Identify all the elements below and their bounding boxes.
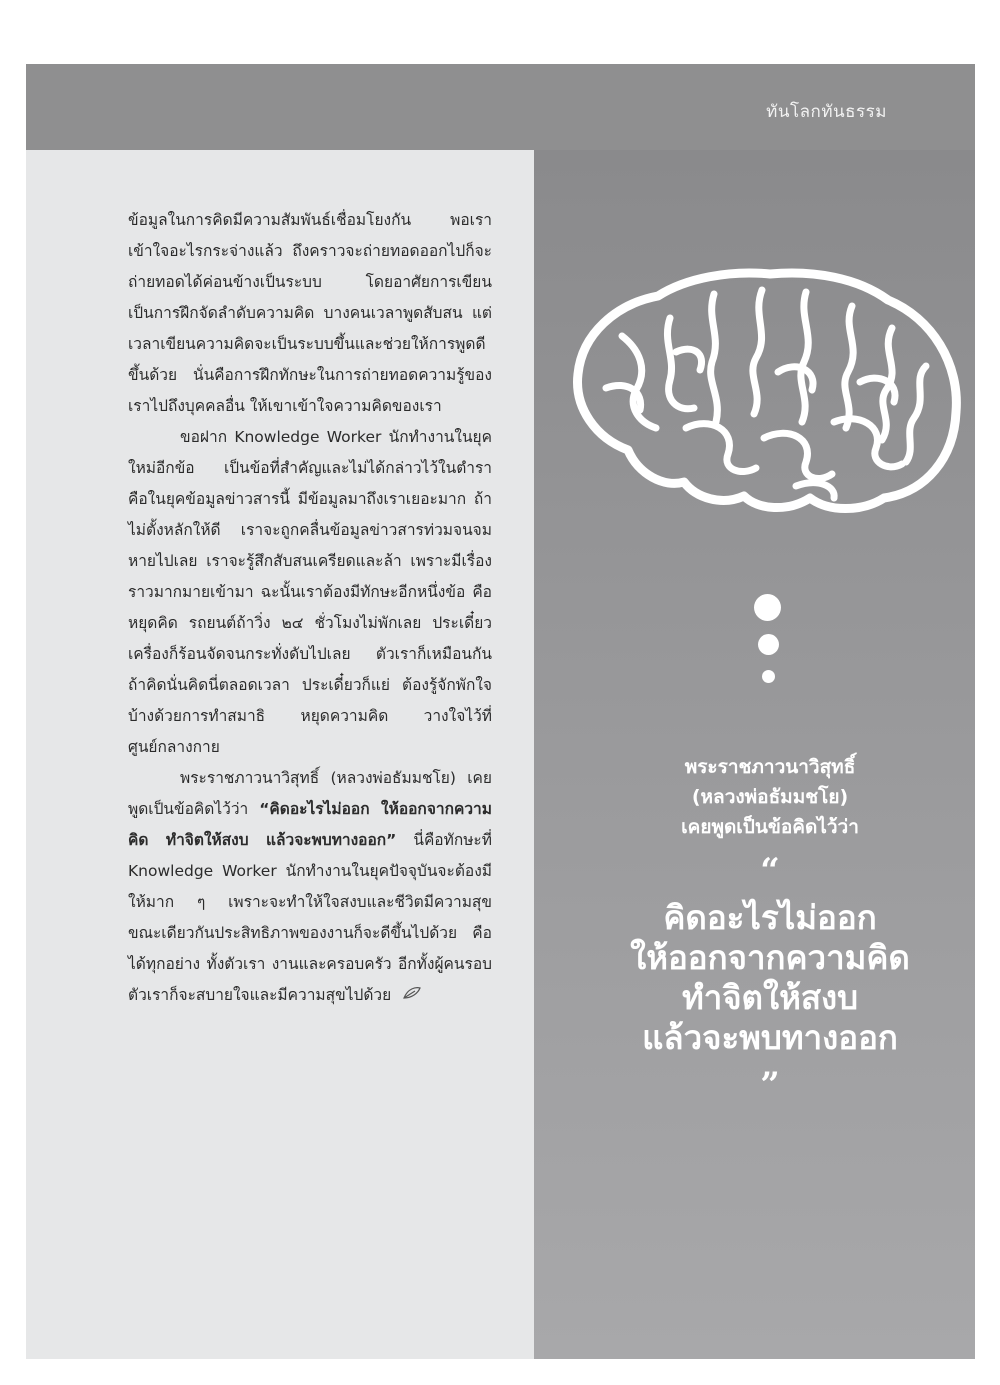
open-quote-mark: “ [760,851,780,891]
page-header [26,64,975,150]
brain-icon [566,262,966,522]
quote-intro: พระราชภาวนาวิสุทธิ์ (หลวงพ่อธัมมชโย) เคยพูดเป็นข้อคิดไว้ว่า [128,769,492,818]
pull-quote [580,752,960,1105]
thought-bubble-dot-medium [758,634,779,655]
thought-bubble-dot-large [754,594,781,621]
attribution-line: เคยพูดเป็นข้อคิดไว้ว่า [681,816,859,838]
header-title: ทันโลกทันธรรม [766,102,887,122]
inline-quote: “คิดอะไรไม่ออก ให้ออกจากความคิด ทำจิตให้สงบ แล้วจะพบทางออก” [128,800,492,849]
article-paragraph: ขอฝาก Knowledge Worker นักทำงานในยุคใหม่อีกข้อ เป็นข้อที่สำคัญและไม่ได้กล่าวไว้ในตำรา คือในยุคข้อมูลข่าวสารนี้ มีข้อมูลมาถึงเราเยอะมาก ถ้าไม่ตั้งหลักให้ดี เราจะถูกคลื่นข้อมูลข่าวสารท่วมจนจมหายไปเลย เราจะรู้สึกสับสนเครียดและล้า เพราะมีเรื่องราวมากมายเข้ามา ฉะนั้นเราต้องมีทักษะอีกหนึ่งข้อ คือหยุดคิด รถยนต์ถ้าวิ่ง ๒๔ ชั่วโมงไม่พักเลย ประเดี๋ยวเครื่องก็ร้อนจัดจนกระทั่งดับไปเลย ตัวเราก็เหมือนกัน ถ้าคิดนั่นคิดนี่ตลอดเวลา ประเดี๋ยวก็แย่ ต้องรู้จักพักใจบ้างด้วยการทำสมาธิ หยุดความคิด วางใจไว้ที่ศูนย์กลางกาย [128,428,492,756]
article-paragraph-rest: นี่คือทักษะที่ Knowledge Worker นักทำงานในยุคปัจจุบันจะต้องมีให้มาก ๆ เพราะจะทำให้ใจสงบและชีวิตมีความสุข ขณะเดียวกันประสิทธิภาพของงานก็จะดีขึ้นไปด้วย คือได้ทุกอย่าง ทั้งตัวเรา งานและครอบครัว อีกทั้งผู้คนรอบตัวเราก็จะสบายใจและมีความสุขไปด้วย [128,831,492,1004]
article-paragraph [128,763,492,1012]
quote-line: ให้ออกจากความคิด [630,938,910,977]
article-body [128,205,492,1012]
article-paragraph: ข้อมูลในการคิดมีความสัมพันธ์เชื่อมโยงกัน พอเราเข้าใจอะไรกระจ่างแล้ว ถึงคราวจะถ่ายทอดออกไปก็จะถ่ายทอดได้ค่อนข้างเป็นระบบ โดยอาศัยการเขียน เป็นการฝึกจัดลำดับความคิด บางคนเวลาพูดสับสน แต่เวลาเขียนความคิดจะเป็นระบบขึ้นและช่วยให้การพูดดีขึ้นด้วย นั่นคือการฝึกทักษะในการถ่ายทอดความรู้ของเราไปถึงบุคคลอื่น ให้เขาเข้าใจความคิดของเรา [128,211,492,415]
close-quote-mark: ” [760,1065,780,1105]
quote-text [580,898,960,1058]
thought-bubble-dot-small [762,670,775,683]
attribution-line: พระราชภาวนาวิสุทธิ์ [684,756,856,778]
quote-line: แล้วจะพบทางออก [642,1018,898,1057]
quote-line: ทำจิตให้สงบ [681,978,859,1017]
quote-line: คิดอะไรไม่ออก [663,898,877,937]
leaf-icon [402,988,422,1004]
quote-attribution [580,752,960,842]
attribution-line: (หลวงพ่อธัมมชโย) [691,786,849,808]
